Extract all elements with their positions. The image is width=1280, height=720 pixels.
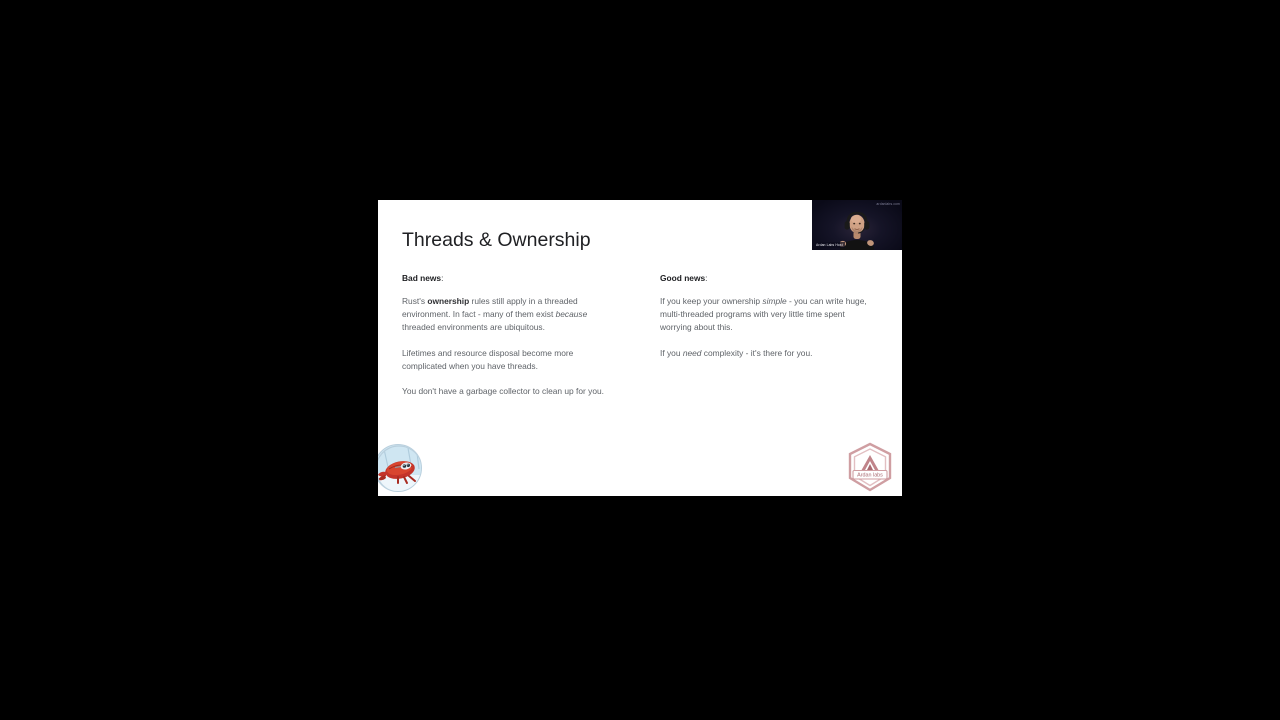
column-heading-good-news-bold: Good news (660, 273, 706, 283)
text-run: Lifetimes and resource disposal become more complicated when you have threads. (402, 347, 574, 371)
webcam-overlay[interactable] (812, 200, 902, 250)
ardan-labs-logo-text: Ardan labs (857, 472, 883, 479)
text-run: rules still apply in a threaded environment. In fact - many of them exist (402, 296, 578, 320)
text-run-bold: ownership (427, 296, 470, 306)
paragraph-no-gc (402, 385, 618, 398)
column-good-news (660, 272, 876, 398)
text-run: complexity - it's there for you. (701, 347, 813, 358)
paragraph-keep-it-simple (660, 295, 876, 335)
text-run-italic: need (682, 347, 702, 358)
text-run-italic: because (555, 309, 588, 320)
column-heading-good-news-suffix: : (705, 273, 708, 283)
ferris-crab-icon (378, 444, 422, 492)
slide-title: Threads & Ownership (402, 229, 591, 251)
text-run: If you (660, 347, 683, 358)
paragraph-ownership-rules (402, 295, 618, 335)
text-run: Rust's (402, 296, 428, 306)
column-heading-bad-news (402, 272, 618, 284)
slide-body-columns (402, 272, 894, 398)
paragraph-lifetimes (402, 347, 618, 373)
webcam-watermark: ardanlabs.com (876, 202, 900, 206)
ardan-labs-logo-icon (846, 442, 894, 492)
text-run: - you can write huge, multi-threaded programs with very little time spent worrying about this. (660, 296, 867, 333)
webcam-name-label: Ardan Labs Host (816, 243, 843, 247)
column-heading-good-news (660, 272, 876, 284)
text-run: threaded environments are ubiquitous. (402, 322, 545, 333)
column-bad-news (402, 272, 618, 398)
text-run-italic: simple (762, 296, 787, 306)
text-run: You don't have a garbage collector to clean up for you. (402, 386, 604, 397)
paragraph-need-complexity (660, 347, 876, 360)
webcam-presenter-figure (840, 209, 874, 250)
column-heading-bad-news-suffix: : (441, 273, 444, 283)
column-heading-bad-news-bold: Bad news (402, 273, 442, 283)
text-run: If you keep your ownership (660, 296, 763, 306)
